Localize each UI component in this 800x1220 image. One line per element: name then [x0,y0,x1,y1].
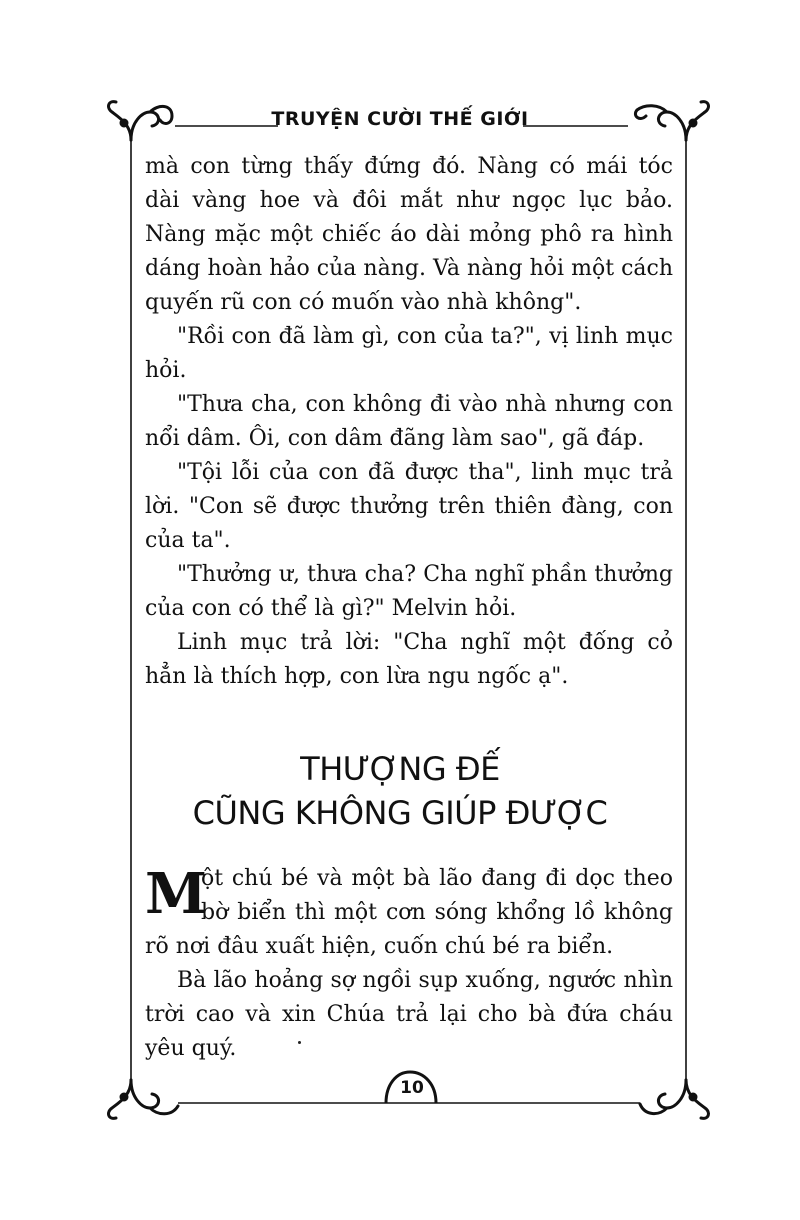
new-story-body [145,862,673,1066]
paragraph: "Thưởng ư, thưa cha? Cha nghĩ phần thưởng của con có thể là gì?" Melvin hỏi. [145,562,673,621]
ink-speck [298,1041,301,1044]
story-title-line-2: CŨNG KHÔNG GIÚP ĐƯỢC [192,794,608,832]
drop-cap: M [145,861,207,927]
paragraph-text: ột chú bé và một bà lão đang đi dọc theo bờ biển thì một cơn sóng khổng lồ không rõ nơi đâu xuất hiện, cuốn chú bé ra biển. [145,866,673,959]
flourish-bottom-left-icon [109,1080,178,1118]
story-continuation [145,150,673,694]
paragraph: Bà lão hoảng sợ ngồi sụp xuống, ngước nhìn trời cao và xin Chúa trả lại cho bà đứa cháu yêu quý. [145,968,673,1061]
running-title: TRUYỆN CƯỜI THẾ GIỚI [271,108,529,130]
story-title-line-1: THƯỢNG ĐẾ [300,750,500,788]
paragraph: "Rồi con đã làm gì, con của ta?", vị linh mục hỏi. [145,324,673,383]
paragraph: Linh mục trả lời: "Cha nghĩ một đống cỏ hẳn là thích hợp, con lừa ngu ngốc ạ". [145,630,673,689]
paragraph: mà con từng thấy đứng đó. Nàng có mái tóc dài vàng hoe và đôi mắt như ngọc lục bảo. Nàng mặc một chiếc áo dài mỏng phô ra hình dáng hoàn hảo của nàng. Và nàng hỏi một cách quyến rũ con có muốn vào nhà không". [145,154,673,315]
paragraph: "Tội lỗi của con đã được tha", linh mục trả lời. "Con sẽ được thưởng trên thiên đàng, con của ta". [145,460,673,553]
paragraph: "Thưa cha, con không đi vào nhà nhưng con nổi dâm. Ôi, con dâm đãng làm sao", gã đáp. [145,392,673,451]
page-number: 10 [400,1078,424,1098]
paragraph-with-dropcap [145,862,673,964]
flourish-bottom-right-icon [640,1080,708,1118]
